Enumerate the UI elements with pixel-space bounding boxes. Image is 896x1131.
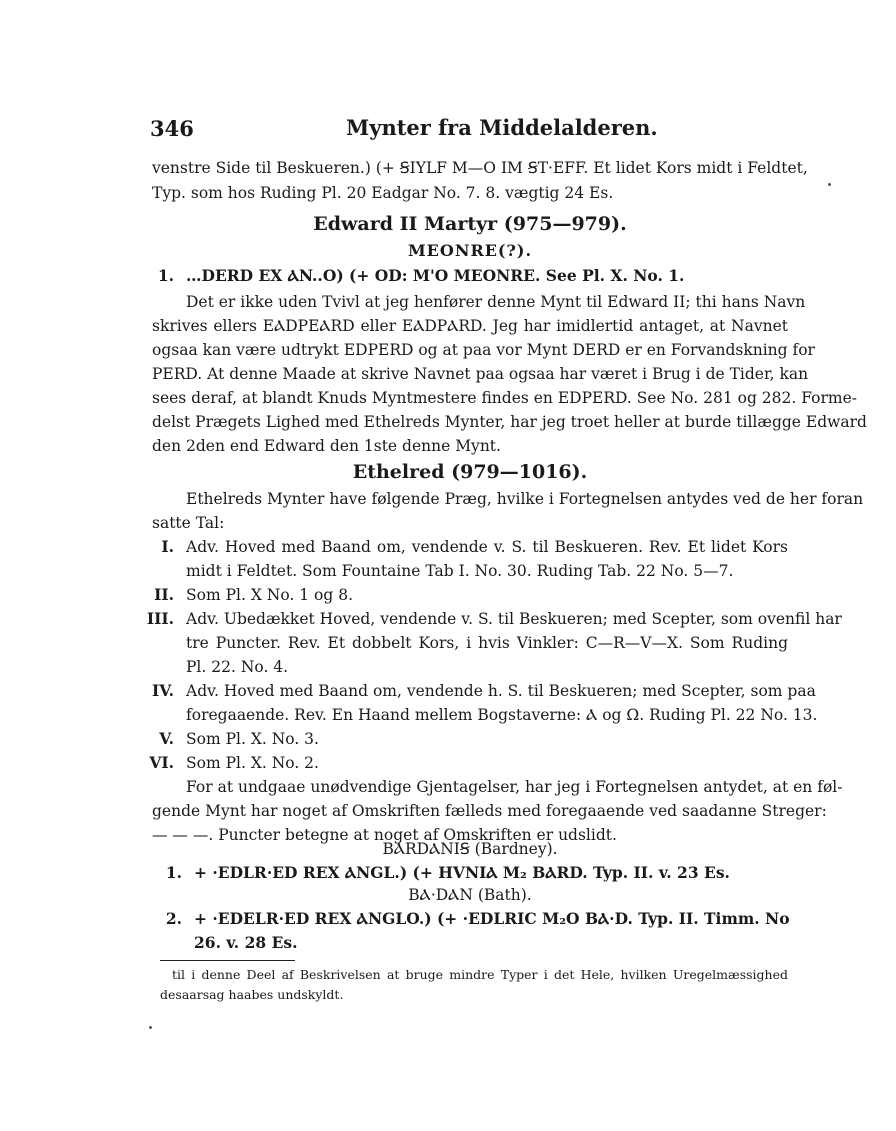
type-line: midt i Feldtet. Som Fountaine Tab I. No. 30. Ruding Tab. 22 No. 5—7. [186, 562, 734, 580]
note-line: For at undgaae unødvendige Gjentagelser, har jeg i Fortegnelsen antydet, at en føl- [186, 778, 843, 796]
intro-line: satte Tal: [152, 514, 225, 532]
scan-speck [149, 1026, 152, 1029]
type-line: Pl. 22. No. 4. [186, 658, 289, 676]
section-title: Edward II Martyr (975—979). [313, 213, 627, 235]
paragraph-line: delst Prægets Lighed med Ethelreds Mynter, har jeg troet heller at burde tillægge Edward [152, 413, 867, 431]
type-numeral: III. [146, 609, 174, 628]
mint-heading: BⲀ·DⲀN (Bath). [408, 886, 532, 904]
entry-number: 1. [157, 266, 174, 285]
type-line: Som Pl. X. No. 3. [186, 730, 319, 748]
paragraph-line: sees deraf, at blandt Knuds Myntmestere findes en EDPERD. See No. 281 og 282. Forme- [152, 389, 857, 407]
scan-speck [828, 183, 831, 186]
body-line: venstre Side til Beskueren.) (+ ꞨIYLF M—O IM ꞨT·EFF. Et lidet Kors midt i Feldtet, [152, 159, 808, 177]
type-line: foregaaende. Rev. En Haand mellem Bogstaverne: Ⲁ og Ω. Ruding Pl. 22 No. 13. [186, 706, 818, 724]
type-line: Som Pl. X. No. 2. [186, 754, 319, 772]
type-line: Adv. Hoved med Baand om, vendende h. S. til Beskueren; med Scepter, som paa [186, 682, 816, 700]
type-line: Som Pl. X No. 1 og 8. [186, 586, 354, 604]
entry-number: 2. [165, 909, 182, 928]
running-title: Mynter fra Middelalderen. [346, 115, 658, 140]
paragraph-line: ogsaa kan være udtrykt EDPERD og at paa vor Mynt DERD er en Forvandskning for [152, 341, 815, 359]
type-line: tre Puncter. Rev. Et dobbelt Kors, i hvis Vinkler: C—R—V—X. Som Ruding [186, 634, 788, 652]
footnote-line: desaarsag haabes undskyldt. [160, 987, 344, 1002]
type-numeral: IV. [152, 681, 174, 700]
paragraph-line: PERD. At denne Maade at skrive Navnet paa ogsaa har været i Brug i de Tider, kan [152, 365, 809, 383]
type-line: Adv. Hoved med Baand om, vendende v. S. til Beskueren. Rev. Et lidet Kors [186, 538, 788, 556]
paragraph-line: Det er ikke uden Tvivl at jeg henfører denne Mynt til Edward II; thi hans Navn [186, 293, 806, 311]
section-title: Ethelred (979—1016). [352, 461, 588, 483]
footnote-rule [160, 960, 295, 961]
entry-text: + ·EDLR·ED REX ⲀNGL.) (+ HVNIⲀ M₂ BⲀRD. Typ. II. v. 23 Es. [194, 863, 730, 882]
intro-line: Ethelreds Mynter have følgende Præg, hvilke i Fortegnelsen antydes ved de her foran [186, 490, 864, 508]
type-numeral: I. [161, 537, 174, 556]
entry-text: + ·EDELR·ED REX ⲀNGLO.) (+ ·EDLRIC M₂O BⲀ·D. Typ. II. Timm. No [194, 909, 790, 928]
paragraph-line: skrives ellers EⲀDPEⲀRD eller EⲀDPⲀRD. Jeg har imidlertid antaget, at Navnet [152, 317, 788, 335]
entry-text: 26. v. 28 Es. [194, 933, 298, 952]
mint-heading: MEONRE(?). [407, 241, 533, 260]
type-line: Adv. Ubedækket Hoved, vendende v. S. til Beskueren; med Scepter, som ovenfil har [186, 610, 842, 628]
paragraph-line: den 2den end Edward den 1ste denne Mynt. [152, 437, 501, 455]
footnote-line: til i denne Deel af Beskrivelsen at bruge mindre Typer i det Hele, hvilken Uregelmæssighed [172, 967, 788, 982]
entry-number: 1. [165, 863, 182, 882]
body-line: Typ. som hos Ruding Pl. 20 Eadgar No. 7. 8. vægtig 24 Es. [152, 184, 614, 202]
page-number: 346 [150, 116, 194, 141]
type-numeral: II. [154, 585, 174, 604]
type-numeral: V. [159, 729, 174, 748]
note-line: gende Mynt har noget af Omskriften fælleds med foregaaende ved saadanne Streger: [152, 802, 827, 820]
type-numeral: VI. [149, 753, 174, 772]
mint-heading: BⲀRDⲀNIꞨ (Bardney). [382, 840, 558, 858]
note-line: — — —. Puncter betegne at noget af Omskriften er udslidt. [152, 826, 617, 844]
entry-text: …DERD EX ⲀN..O) (+ OD: M'O MEONRE. See Pl. X. No. 1. [186, 266, 685, 285]
